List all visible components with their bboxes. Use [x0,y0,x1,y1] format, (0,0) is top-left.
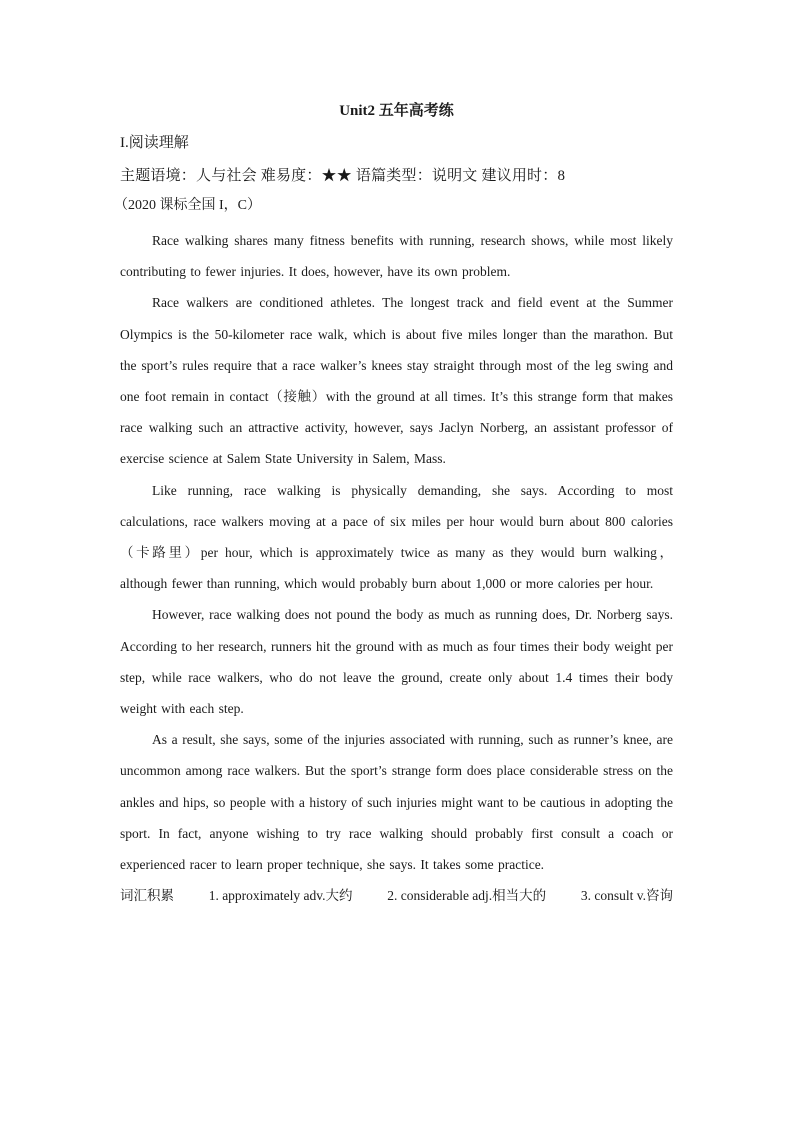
paragraph-1: Race walking shares many fitness benefits with running, research shows, while most likely contributing to fewer injuries. It does, however, have its own problem. [120,233,673,280]
paragraph-5: As a result, she says, some of the injuries associated with running, such as runner’s knee, are uncommon among race walkers. But the sport’s strange form does place considerable stress on the ankles and hips, so people with a history of such injuries might want to be cautious in adopting the sport. In fact, anyone wishing to try race walking should probably first consult a coach or experienced racer to learn proper technique, she says. It takes some practice. [120,732,673,873]
source-citation: （2020 课标全国 I，C） [114,198,261,213]
vocabulary-label: 词汇积累 [120,888,174,904]
vocabulary-item: 1. approximately adv.大约 [208,888,353,904]
section-heading: I.阅读理解 [120,135,189,151]
paragraph-3: Like running, race walking is physically demanding, she says. According to most calculations, race walkers moving at a pace of six miles per hour would burn about 800 calories（卡路里）per hour, which is approximately twice as many as they would burn walking， although fewer than running, which would probably burn about 1,000 or more calories per hour. [120,482,673,592]
vocabulary-list [120,880,673,911]
document-page [114,100,673,911]
vocabulary-item: 3. consult v.咨询 [580,888,673,904]
paragraph-4: However, race walking does not pound the body as much as running does, Dr. Norberg says. According to her research, runners hit the ground with as much as four times their body weight per step, while race walkers, who do not leave the ground, create only about 1.4 times their body weight with each step. [120,607,673,717]
page-title: Unit2 五年高考练 [339,103,454,119]
meta-info: 主题语境：人与社会 难易度：★★ 语篇类型：说明文 建议用时：8 [120,168,566,184]
vocabulary-item: 2. considerable adj.相当大的 [387,888,547,904]
paragraph-2: Race walkers are conditioned athletes. The longest track and field event at the Summer Olympics is the 50-kilometer race walk, which is about five miles longer than the marathon. But the sport’s rules require that a race walker’s knees stay straight through most of the leg swing and one foot remain in contact（接触）with the ground at all times. It’s this strange form that makes race walking such an attractive activity, however, says Jaclyn Norberg, an assistant professor of exercise science at Salem State University in Salem, Mass. [120,295,673,467]
